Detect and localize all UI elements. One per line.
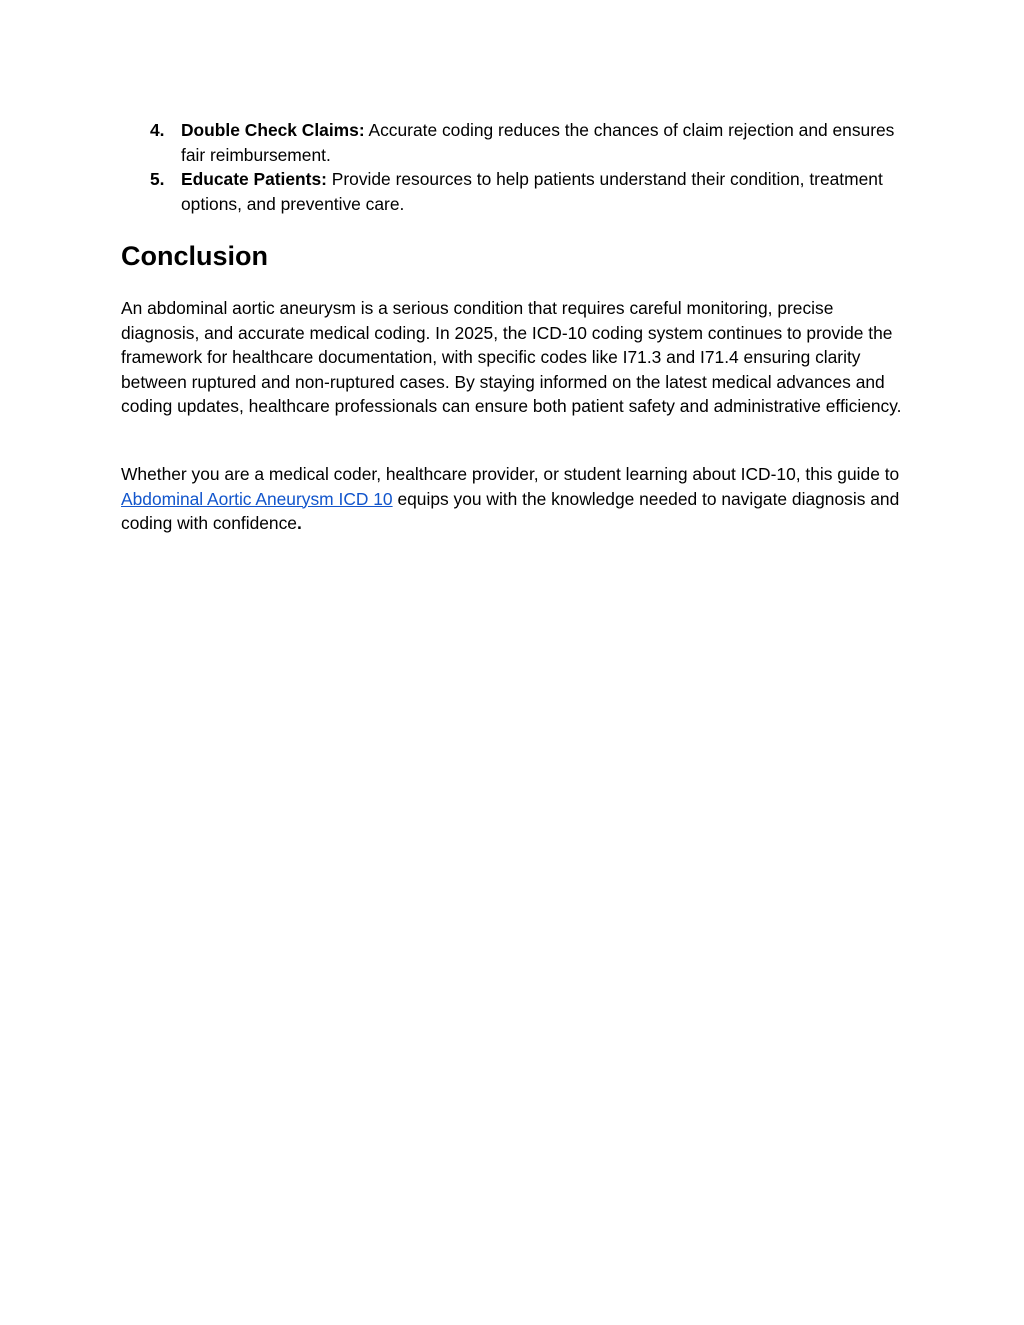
- paragraph-2-end-period: .: [296, 513, 302, 533]
- conclusion-heading: Conclusion: [121, 241, 268, 271]
- numbered-list: [121, 118, 911, 216]
- list-item: [121, 118, 911, 167]
- list-item-text: Provide resources to help patients understand their condition, treatment options, and preventive care.: [181, 169, 883, 214]
- paragraph-2-text-before: Whether you are a medical coder, healthcare provider, or student learning about ICD-10, this guide to: [121, 464, 900, 484]
- conclusion-paragraph-1: An abdominal aortic aneurysm is a serious condition that requires careful monitoring, precise diagnosis, and accurate medical coding. In 2025, the ICD-10 coding system continues to provide the framework for healthcare documentation, with specific codes like I71.3 and I71.4 ensuring clarity between ruptured and non-ruptured cases. By staying informed on the latest medical advances and coding updates, healthcare professionals can ensure both patient safety and administrative efficiency.: [121, 298, 902, 416]
- list-item: [121, 167, 911, 216]
- list-item-number: 5.: [150, 169, 165, 189]
- conclusion-paragraph-2: [121, 462, 911, 536]
- list-item-text: Accurate coding reduces the chances of claim rejection and ensures fair reimbursement.: [181, 120, 895, 165]
- document-content: [121, 118, 911, 533]
- abdominal-aortic-aneurysm-icd10-link[interactable]: Abdominal Aortic Aneurysm ICD 10: [121, 488, 393, 509]
- list-item-number: 4.: [150, 120, 165, 140]
- list-item-label: Double Check Claims:: [181, 120, 365, 140]
- paragraph-2-text-after: equips you with the knowledge needed to navigate diagnosis and coding with confidence: [121, 488, 900, 533]
- list-item-label: Educate Patients:: [181, 169, 327, 189]
